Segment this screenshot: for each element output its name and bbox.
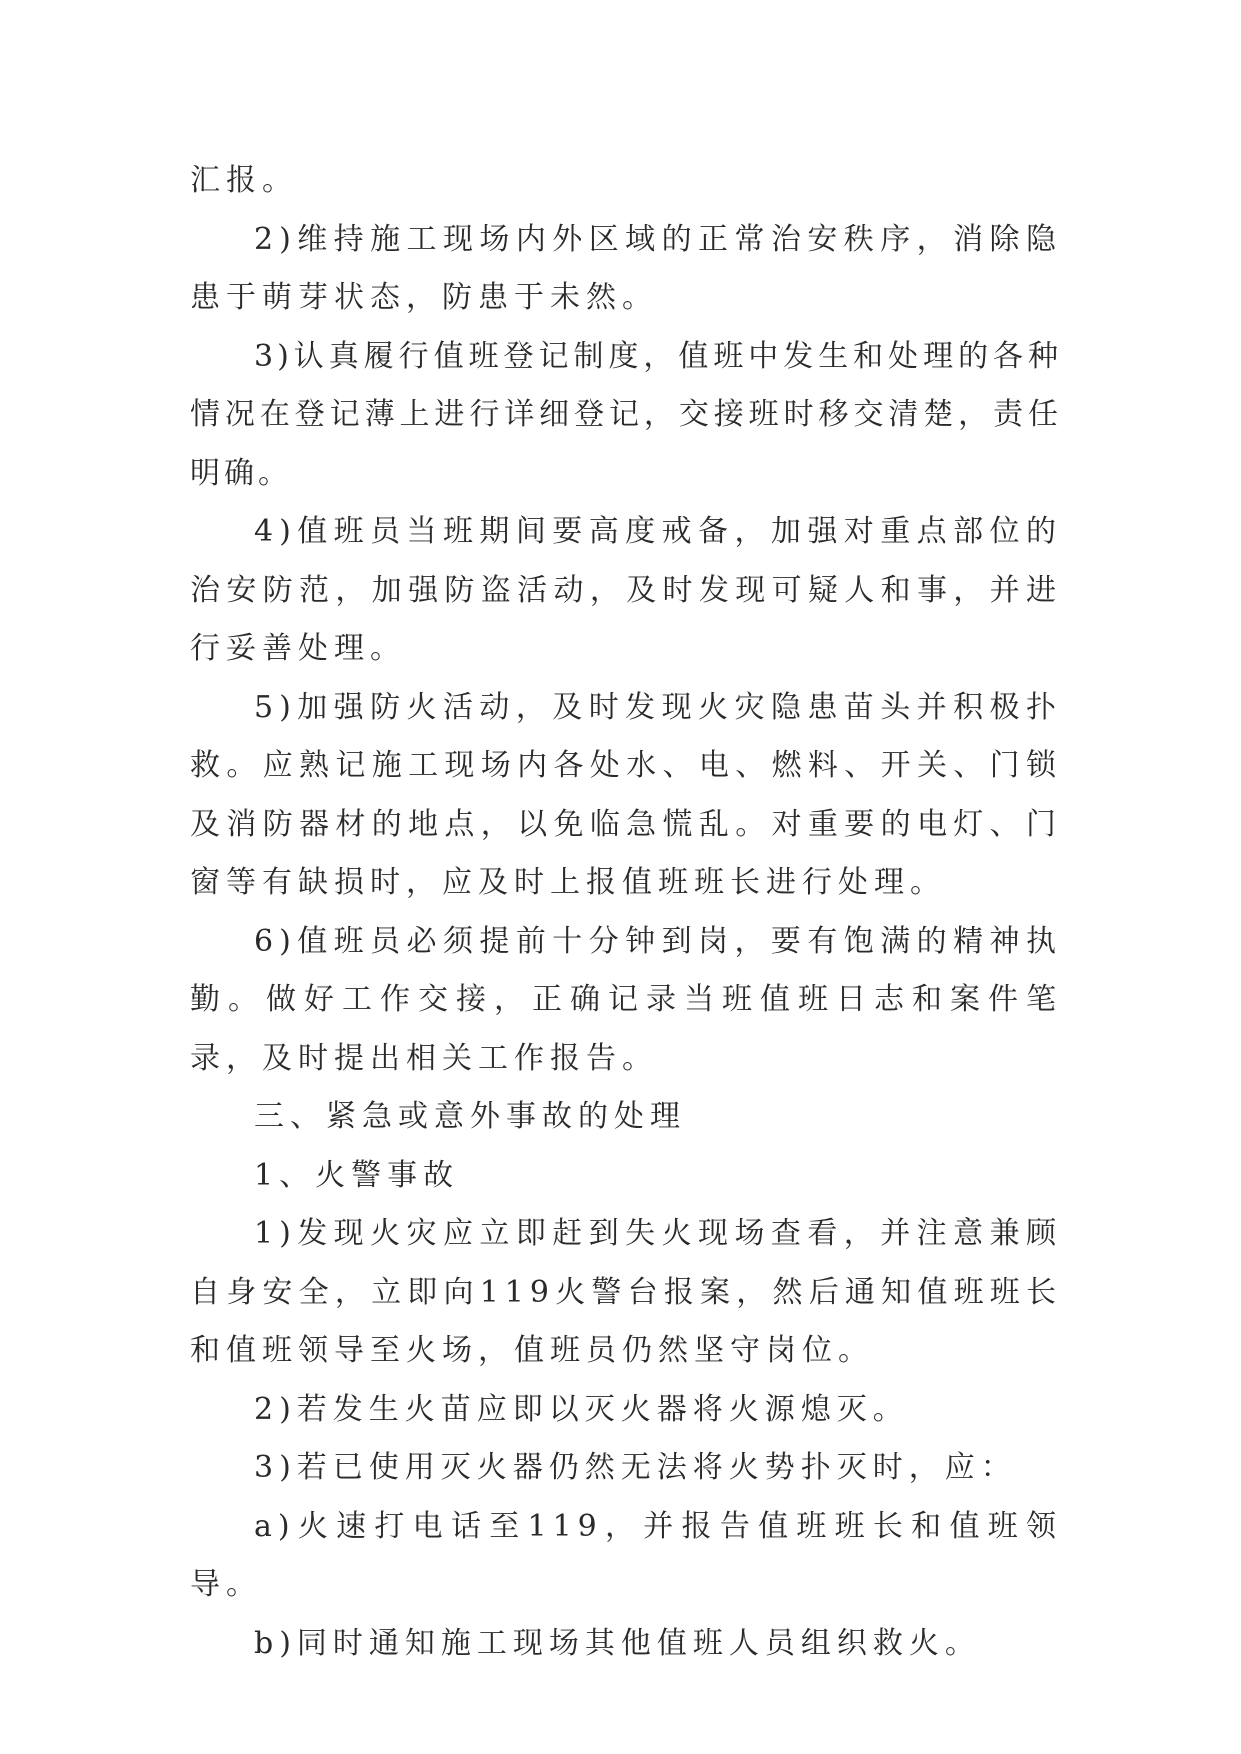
paragraph-7: 1)发现火灾应立即赶到失火现场查看，并注意兼顾自身安全，立即向119火警台报案，然后通知值班班长和值班领导至火场，值班员仍然坚守岗位。 bbox=[190, 1216, 1062, 1368]
paragraph-5: 5)加强防火活动，及时发现火灾隐患苗头并积极扑救。应熟记施工现场内各处水、电、燃料、开关、门锁及消防器材的地点，以免临急慌乱。对重要的电灯、门窗等有缺损时，应及时上报值班班长进行处理。 bbox=[190, 689, 1062, 900]
paragraph-6: 6)值班员必须提前十分钟到岗，要有饱满的精神执勤。做好工作交接，正确记录当班值班日志和案件笔录，及时提出相关工作报告。 bbox=[190, 923, 1062, 1076]
paragraph-3: 3)认真履行值班登记制度，值班中发生和处理的各种情况在登记薄上进行详细登记，交接班时移交清楚，责任明确。 bbox=[190, 338, 1062, 491]
paragraph-9: 3)若已使用灭火器仍然无法将火势扑灭时，应： bbox=[254, 1450, 1017, 1485]
paragraph-8: 2)若发生火苗应即以灭火器将火源熄灭。 bbox=[254, 1391, 909, 1427]
paragraph-2: 2)维持施工现场内外区域的正常治安秩序，消除隐患于萌芽状态，防患于未然。 bbox=[190, 221, 1062, 315]
paragraph-1: 汇报。 bbox=[190, 163, 298, 198]
paragraph-4: 4)值班员当班期间要高度戒备，加强对重点部位的治安防范，加强防盗活动，及时发现可疑人和事，并进行妥善处理。 bbox=[190, 514, 1062, 666]
subsection-heading: 1、火警事故 bbox=[254, 1157, 460, 1193]
paragraph-11: b)同时通知施工现场其他值班人员组织救火。 bbox=[254, 1625, 981, 1661]
document-body bbox=[190, 152, 1062, 1673]
paragraph-10: a)火速打电话至119，并报告值班班长和值班领导。 bbox=[190, 1508, 1062, 1602]
section-heading: 三、紧急或意外事故的处理 bbox=[254, 1099, 686, 1134]
